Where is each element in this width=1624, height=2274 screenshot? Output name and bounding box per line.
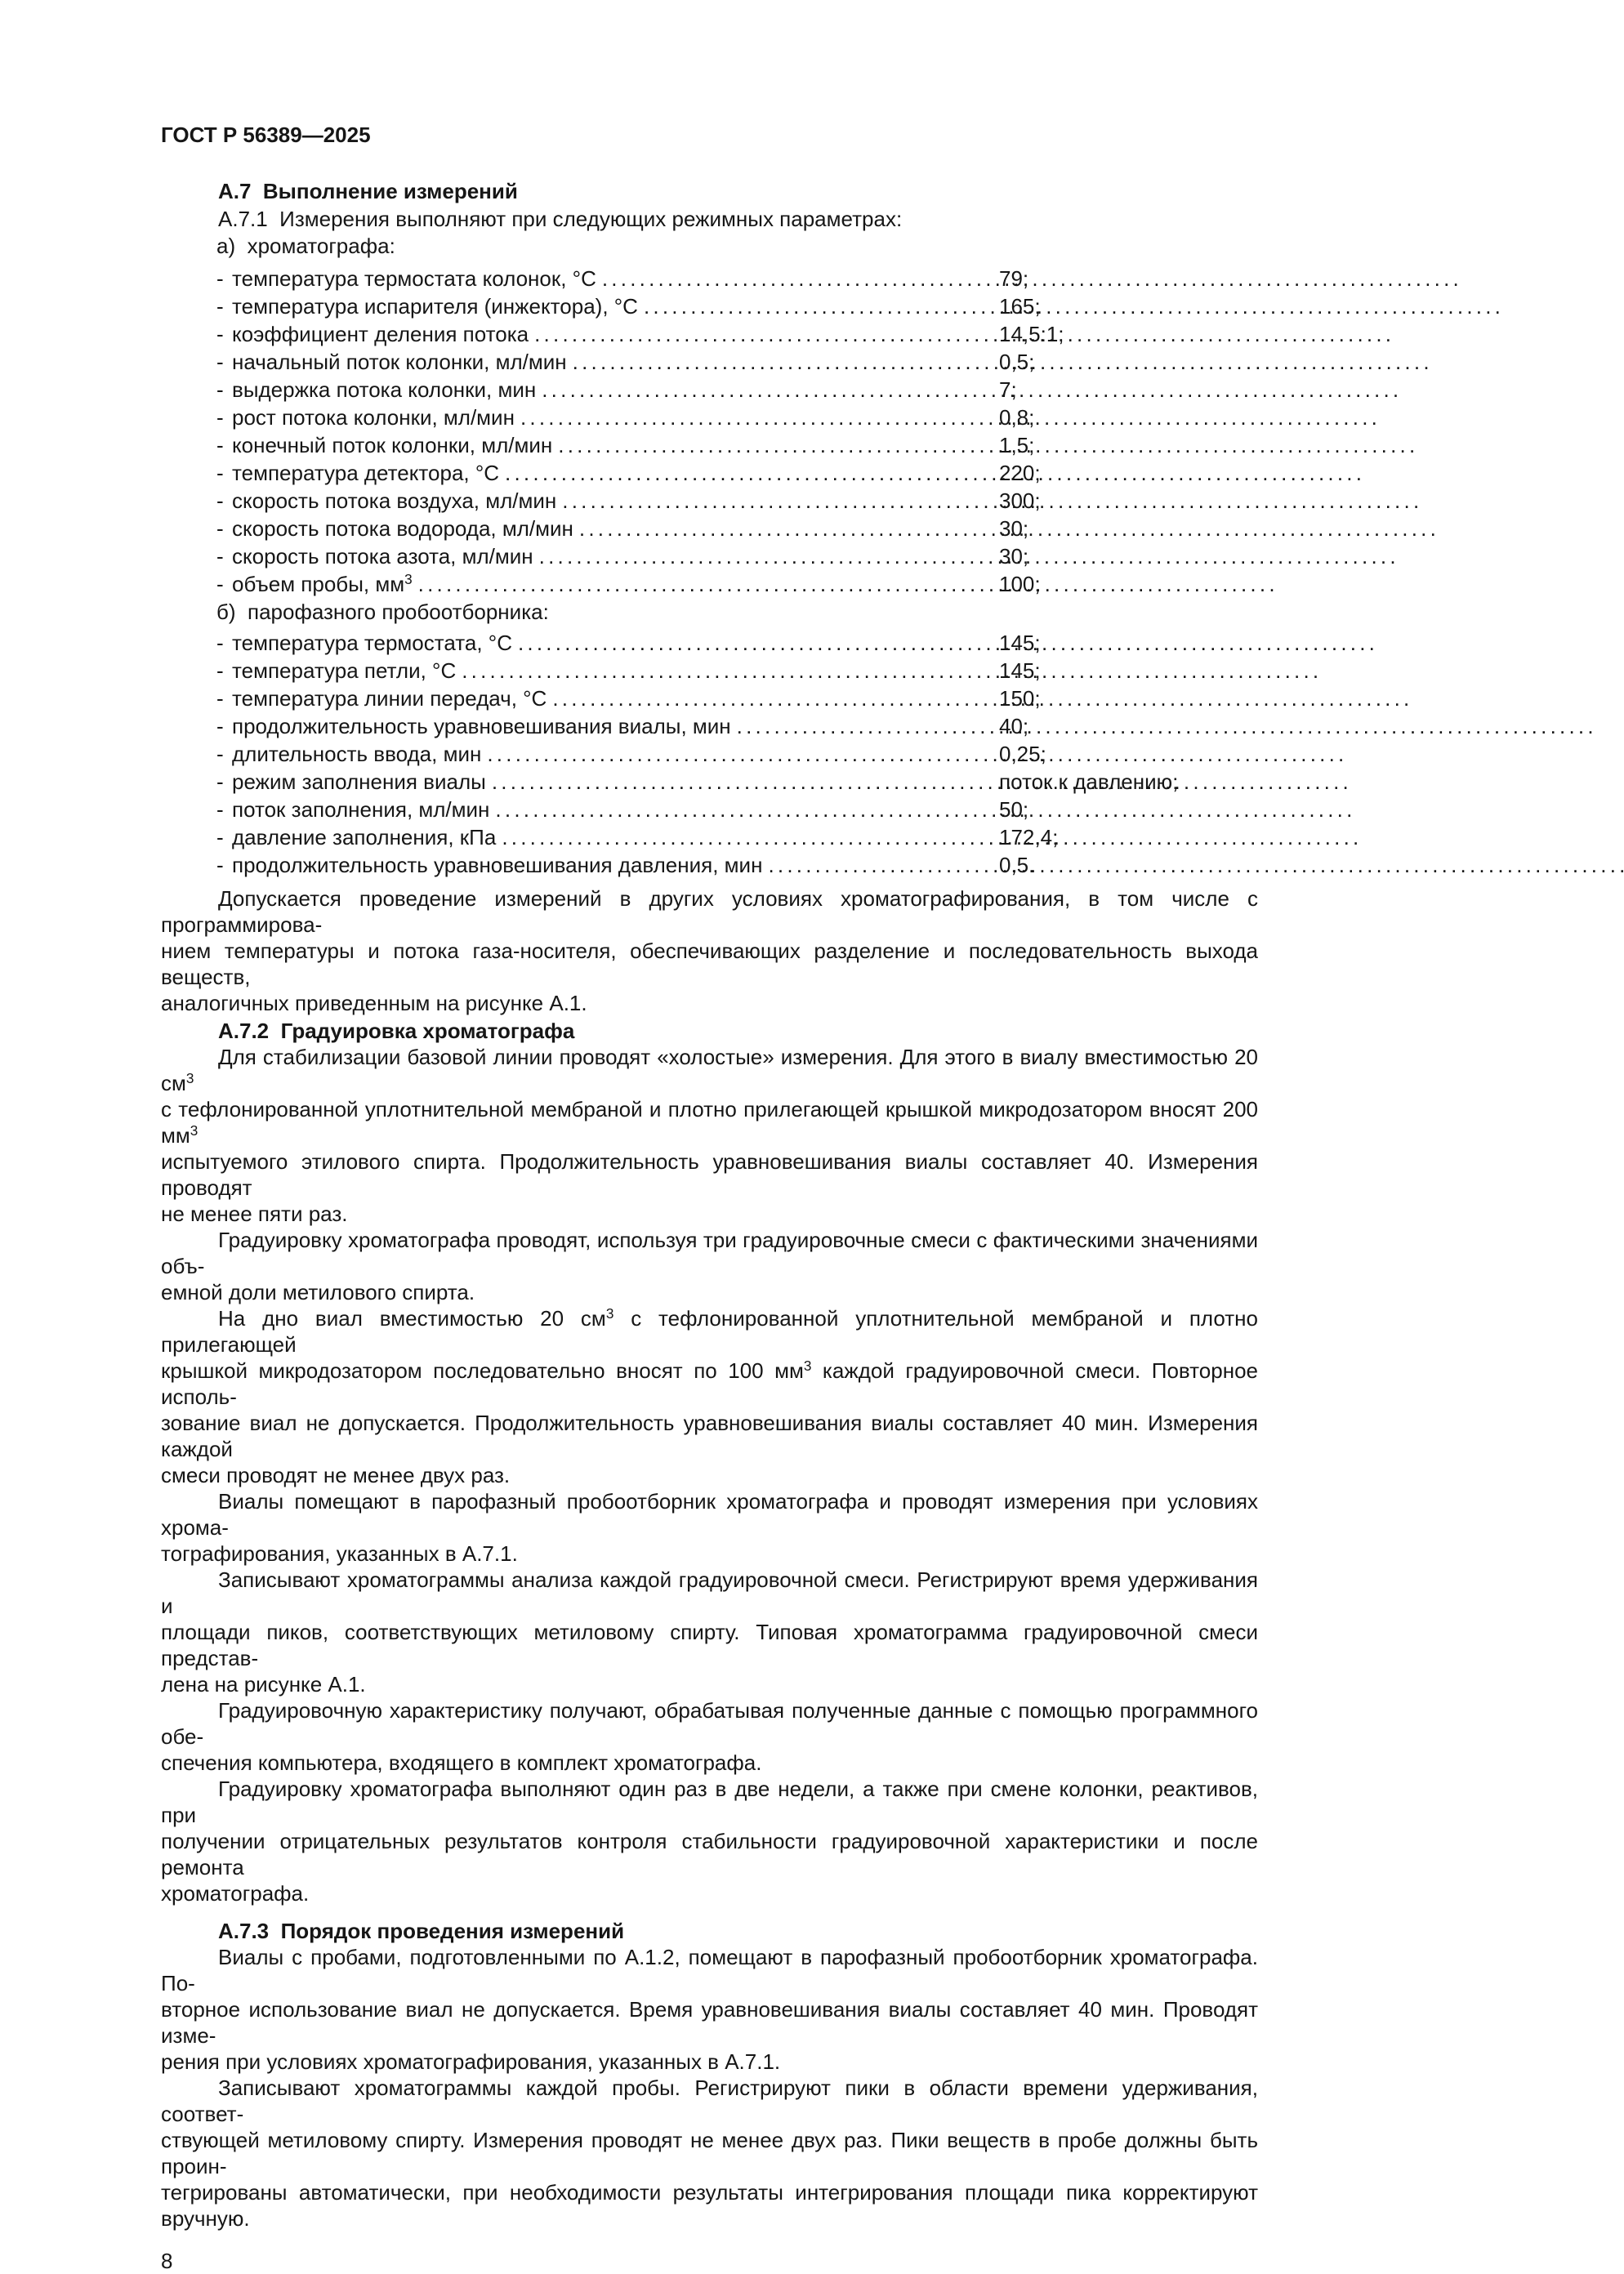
dot-leader bbox=[542, 376, 991, 404]
parameter-label: температура линии передач, °С bbox=[232, 686, 547, 711]
parameter-row bbox=[161, 796, 1258, 823]
parameter-value: 0,5. bbox=[999, 853, 1035, 877]
parameter-row bbox=[161, 823, 1258, 851]
parameter-row bbox=[161, 768, 1258, 796]
text-line: На дно виал вместимостью 20 $см^3$ с тефлонированной уплотнительной мембраной и плотно прилегающей bbox=[161, 1305, 1258, 1357]
parameter-label: рост потока колонки, мл/мин bbox=[232, 405, 515, 430]
parameter-value: 79; bbox=[999, 266, 1029, 291]
parameter-row bbox=[161, 851, 1258, 879]
list-dash: - bbox=[216, 769, 224, 794]
parameter-label: температура детектора, °С bbox=[232, 461, 500, 485]
text-line: Допускается проведение измерений в других условиях хроматографирования, в том числе с программирова- bbox=[161, 886, 1258, 937]
parameter-value: 50; bbox=[999, 797, 1029, 822]
list-dash: - bbox=[216, 488, 224, 513]
dot-leader bbox=[502, 823, 991, 851]
text-line: крышкой микродозатором последовательно вносят по 100 $мм^3$ каждой градуировочной смеси. Повторное исполь- bbox=[161, 1358, 1258, 1409]
parameter-value: 220; bbox=[999, 461, 1041, 485]
parameter-row bbox=[161, 570, 1258, 598]
a72-paragraph-4 bbox=[161, 1488, 1258, 1567]
parameter-row bbox=[161, 404, 1258, 431]
parameter-label: объем пробы, $мм^3$ bbox=[232, 571, 413, 596]
dot-leader bbox=[534, 320, 991, 348]
parameter-label: коэффициент деления потока bbox=[232, 322, 529, 346]
sampler-params-list bbox=[161, 629, 1258, 879]
parameter-row bbox=[161, 265, 1258, 292]
parameter-value: 172,4; bbox=[999, 825, 1059, 849]
parameter-value: 100; bbox=[999, 572, 1041, 596]
parameter-row bbox=[161, 542, 1258, 570]
parameter-row bbox=[161, 515, 1258, 542]
parameter-label: длительность ввода, мин bbox=[232, 742, 482, 766]
clause-a71-note-paragraph bbox=[161, 885, 1258, 1016]
a72-paragraph-7 bbox=[161, 1776, 1258, 1906]
parameter-value: 300; bbox=[999, 488, 1041, 513]
parameter-label: выдержка потока колонки, мин bbox=[232, 377, 537, 402]
parameter-value: 14,5:1; bbox=[999, 322, 1064, 346]
parameter-label: температура термостата, °С bbox=[232, 631, 512, 655]
parameter-row bbox=[161, 487, 1258, 515]
text-line: Виалы помещают в парофазный пробоотборник хроматографа и проводят измерения при условиях хрома- bbox=[161, 1489, 1258, 1540]
dot-leader bbox=[462, 657, 991, 684]
parameter-row bbox=[161, 657, 1258, 684]
dot-leader bbox=[492, 768, 991, 796]
text-line: рения при условиях хроматографирования, указанных в А.7.1. bbox=[161, 2049, 781, 2074]
parameter-value: 0,5; bbox=[999, 350, 1035, 374]
dot-leader bbox=[495, 796, 991, 823]
parameter-label: температура термостата колонок, °С bbox=[232, 266, 596, 291]
parameter-value: 7; bbox=[999, 377, 1017, 402]
list-dash: - bbox=[216, 572, 224, 596]
text-line: Для стабилизации базовой линии проводят «холостые» измерения. Для этого в виалу вместимостью 20 $см^3$ bbox=[161, 1045, 1258, 1095]
parameter-label: конечный поток колонки, мл/мин bbox=[232, 433, 553, 457]
text-line: получении отрицательных результатов контроля стабильности градуировочной характеристики и после ремонта bbox=[161, 1829, 1258, 1879]
dot-leader bbox=[644, 292, 991, 320]
text-line: спечения компьютера, входящего в комплект хроматографа. bbox=[161, 1750, 762, 1775]
text-line: хроматографа. bbox=[161, 1881, 310, 1906]
text-line: Градуировочную характеристику получают, обрабатывая полученные данные с помощью программного обе- bbox=[161, 1698, 1258, 1749]
list-dash: - bbox=[216, 377, 224, 402]
a73-paragraph-1 bbox=[161, 1944, 1258, 2075]
parameter-label: поток заполнения, мл/мин bbox=[232, 797, 490, 822]
list-dash: - bbox=[216, 350, 224, 374]
parameter-label: температура петли, °С bbox=[232, 658, 457, 683]
list-dash: - bbox=[216, 658, 224, 683]
parameter-value: 0,25; bbox=[999, 742, 1046, 766]
text-line: ствующей метиловому спирту. Измерения проводят не менее двух раз. Пики веществ в пробе должны быть проин- bbox=[161, 2128, 1258, 2178]
dot-leader bbox=[418, 570, 991, 598]
dot-leader bbox=[768, 851, 991, 879]
list-dash: - bbox=[216, 433, 224, 457]
running-header-standard-code: ГОСТ Р 56389—2025 bbox=[161, 123, 371, 147]
list-b-title: б) парофазного пробоотборника: bbox=[216, 600, 549, 624]
text-line: с тефлонированной уплотнительной мембраной и плотно прилегающей крышкой микродозатором вносят 200 $мм^3$ bbox=[161, 1097, 1258, 1148]
parameter-label: продолжительность уравновешивания виалы, мин bbox=[232, 714, 731, 738]
dot-leader bbox=[518, 629, 991, 657]
parameter-row bbox=[161, 740, 1258, 768]
parameter-row bbox=[161, 320, 1258, 348]
text-line: Записывают хроматограммы анализа каждой градуировочной смеси. Регистрируют время удерживания и bbox=[161, 1567, 1258, 1618]
list-dash: - bbox=[216, 686, 224, 711]
parameter-value: 165; bbox=[999, 294, 1041, 319]
parameter-row bbox=[161, 629, 1258, 657]
parameter-row bbox=[161, 376, 1258, 404]
parameter-label: давление заполнения, кПа bbox=[232, 825, 497, 849]
text-line: испытуемого этилового спирта. Продолжительность уравновешивания виалы составляет 40. Измерения проводят bbox=[161, 1149, 1258, 1200]
parameter-row bbox=[161, 684, 1258, 712]
list-dash: - bbox=[216, 714, 224, 738]
clause-a71-intro: А.7.1 Измерения выполняют при следующих режимных параметрах: bbox=[218, 207, 903, 231]
list-dash: - bbox=[216, 631, 224, 655]
dot-leader bbox=[562, 487, 991, 515]
parameter-label: продолжительность уравновешивания давления, мин bbox=[232, 853, 763, 877]
a72-paragraph-1 bbox=[161, 1044, 1258, 1227]
parameter-value: 0,8; bbox=[999, 405, 1035, 430]
text-line: смеси проводят не менее двух раз. bbox=[161, 1463, 511, 1487]
text-line: емной доли метилового спирта. bbox=[161, 1280, 475, 1304]
list-dash: - bbox=[216, 322, 224, 346]
list-dash: - bbox=[216, 853, 224, 877]
dot-leader bbox=[558, 431, 991, 459]
parameter-value: 1,5; bbox=[999, 433, 1035, 457]
text-line: тегрированы автоматически, при необходимости результаты интегрирования площади пика корректируют вручную. bbox=[161, 2180, 1258, 2231]
text-line: площади пиков, соответствующих метиловому спирту. Типовая хроматограмма градуировочной смеси представ- bbox=[161, 1620, 1258, 1670]
list-dash: - bbox=[216, 266, 224, 291]
parameter-label: режим заполнения виалы bbox=[232, 769, 486, 794]
parameter-row bbox=[161, 712, 1258, 740]
dot-leader bbox=[505, 459, 991, 487]
text-line: зование виал не допускается. Продолжительность уравновешивания виалы составляет 40 мин. Измерения каждой bbox=[161, 1411, 1258, 1461]
text-line: аналогичных приведенным на рисунке А.1. bbox=[161, 991, 587, 1015]
list-dash: - bbox=[216, 742, 224, 766]
text-line: тографирования, указанных в А.7.1. bbox=[161, 1541, 518, 1566]
dot-leader bbox=[602, 265, 991, 292]
list-dash: - bbox=[216, 461, 224, 485]
text-line: Виалы с пробами, подготовленными по А.1.2, помещают в парофазный пробоотборник хроматографа. По- bbox=[161, 1945, 1258, 1995]
parameter-value: 30; bbox=[999, 544, 1029, 568]
parameter-label: скорость потока азота, мл/мин bbox=[232, 544, 533, 568]
page-number: 8 bbox=[161, 2249, 173, 2273]
parameter-row bbox=[161, 348, 1258, 376]
parameter-value: 40; bbox=[999, 714, 1029, 738]
list-dash: - bbox=[216, 825, 224, 849]
parameter-label: начальный поток колонки, мл/мин bbox=[232, 350, 567, 374]
dot-leader bbox=[487, 740, 991, 768]
text-line: Градуировку хроматографа выполняют один раз в две недели, а также при смене колонки, реактивов, при bbox=[161, 1777, 1258, 1827]
a73-paragraph-2 bbox=[161, 2075, 1258, 2232]
list-dash: - bbox=[216, 797, 224, 822]
a72-paragraph-6 bbox=[161, 1697, 1258, 1776]
parameter-row bbox=[161, 292, 1258, 320]
a72-paragraph-2 bbox=[161, 1227, 1258, 1305]
chromatograph-params-list bbox=[161, 265, 1258, 598]
a72-paragraph-3 bbox=[161, 1305, 1258, 1488]
dot-leader bbox=[573, 348, 991, 376]
text-line: Записывают хроматограммы каждой пробы. Регистрируют пики в области времени удерживания, соответ- bbox=[161, 2076, 1258, 2126]
list-a-title: а) хроматографа: bbox=[216, 234, 395, 258]
section-a72-title: А.7.2 Градуировка хроматографа bbox=[218, 1019, 575, 1043]
parameter-label: скорость потока воздуха, мл/мин bbox=[232, 488, 557, 513]
text-line: Градуировку хроматографа проводят, используя три градуировочные смеси с фактическими значениями объ- bbox=[161, 1228, 1258, 1278]
section-a73-title: А.7.3 Порядок проведения измерений bbox=[218, 1919, 625, 1943]
parameter-row bbox=[161, 431, 1258, 459]
list-dash: - bbox=[216, 516, 224, 541]
parameter-label: температура испарителя (инжектора), °С bbox=[232, 294, 638, 319]
text-line: лена на рисунке А.1. bbox=[161, 1672, 366, 1697]
dot-leader bbox=[520, 404, 991, 431]
list-dash: - bbox=[216, 294, 224, 319]
dot-leader bbox=[552, 684, 991, 712]
dot-leader bbox=[539, 542, 991, 570]
dot-leader bbox=[737, 712, 991, 740]
section-a7-title: А.7 Выполнение измерений bbox=[218, 179, 518, 203]
list-dash: - bbox=[216, 544, 224, 568]
parameter-value: 150; bbox=[999, 686, 1041, 711]
text-line: нием температуры и потока газа-носителя, обеспечивающих разделение и последовательность выхода веществ, bbox=[161, 939, 1258, 989]
list-dash: - bbox=[216, 405, 224, 430]
parameter-row bbox=[161, 459, 1258, 487]
text-line: не менее пяти раз. bbox=[161, 1202, 348, 1226]
parameter-label: скорость потока водорода, мл/мин bbox=[232, 516, 573, 541]
parameter-value: 145; bbox=[999, 631, 1041, 655]
a72-paragraph-5 bbox=[161, 1567, 1258, 1697]
dot-leader bbox=[579, 515, 991, 542]
parameter-value: 30; bbox=[999, 516, 1029, 541]
parameter-value: 145; bbox=[999, 658, 1041, 683]
parameter-value: поток к давлению; bbox=[999, 769, 1179, 794]
text-line: вторное использование виал не допускается. Время уравновешивания виалы составляет 40 мин. Проводят изме- bbox=[161, 1997, 1258, 2048]
